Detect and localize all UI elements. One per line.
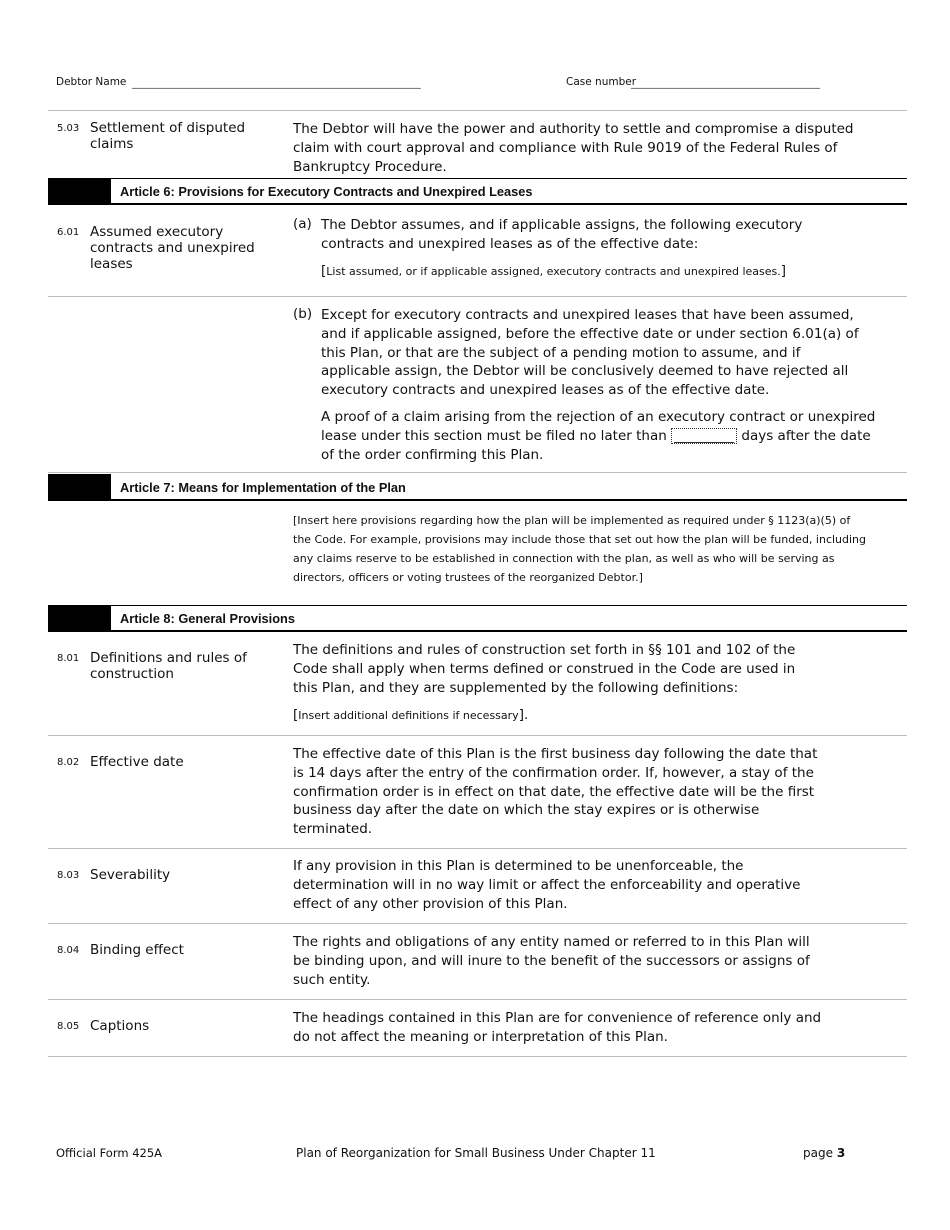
section-title: Assumed executory contracts and unexpired leases: [90, 224, 255, 272]
section-title: Definitions and rules of construction: [90, 650, 247, 682]
article-7-insert: [Insert here provisions regarding how the plan will be implemented as required under § 1123(a)(5) of the Code. For example, provisions may include those that set out how the plan will be funded, including any claims reserve to be established in connection with the plan, as well as who will be serving as directors, officers or voting trustees of the reorganized Debtor.]: [293, 514, 867, 584]
section-number: 8.01: [57, 653, 80, 664]
article-title: Article 8: General Provisions: [120, 611, 295, 626]
article-6-heading: [48, 178, 907, 204]
insert-instruction: Insert additional definitions if necessary: [298, 709, 519, 722]
article-title: Article 6: Provisions for Executory Contracts and Unexpired Leases: [120, 184, 533, 199]
footer-form-name: Official Form 425A: [56, 1146, 163, 1160]
section-title: Effective date: [90, 754, 184, 770]
article-underline: [48, 499, 907, 501]
section-title: Severability: [90, 867, 171, 883]
debtor-name-field[interactable]: _______________________________________________________: [132, 77, 421, 89]
article-rule: [111, 178, 907, 179]
section-title: Settlement of disputed claims: [90, 120, 246, 152]
subsection-marker: (a): [293, 216, 312, 232]
section-text: The headings contained in this Plan are for convenience of reference only and do not affect the meaning or interpretation of this Plan.: [293, 1010, 822, 1045]
section-title: Binding effect: [90, 942, 184, 958]
section-title: Captions: [90, 1018, 150, 1034]
section-number: 8.02: [57, 757, 80, 768]
case-number-label: Case number: [566, 76, 637, 88]
article-marker: [48, 474, 111, 500]
section-text: The definitions and rules of construction set forth in §§ 101 and 102 of the Code shall apply when terms defined or construed in the Code are used in this Plan, and they are supplemented by the following definitions:: [293, 642, 796, 696]
proof-text-1: A proof of a claim arising from the rejection of an executory contract or unexpired lease under this section must be filed no later than: [321, 409, 876, 444]
article-8-heading: [48, 605, 907, 631]
row-divider: [48, 735, 907, 736]
row-divider: [48, 296, 907, 297]
row-divider: [48, 923, 907, 924]
article-7-heading: [48, 474, 907, 500]
section-number: 8.03: [57, 870, 80, 881]
article-underline: [48, 630, 907, 632]
article-title: Article 7: Means for Implementation of the Plan: [120, 480, 406, 495]
subsection-marker: (b): [293, 306, 313, 322]
days-blank-field[interactable]: __________: [671, 428, 737, 444]
case-number-field[interactable]: ____________________________________: [631, 77, 820, 89]
section-text: The effective date of this Plan is the first business day following the date that is 14 days after the entry of the confirmation order. If, however, a stay of the confirmation order is in effect on that date, the effective date will be the first business day after the date on which the stay expires or is otherwise terminated.: [293, 746, 818, 838]
proof-of-claim-text: [321, 408, 881, 464]
section-text: The rights and obligations of any entity named or referred to in this Plan will be binding upon, and will inure to the benefit of the successors or assigns of such entity.: [293, 934, 810, 988]
header-divider: [48, 110, 907, 111]
page-number: [803, 1146, 845, 1160]
article-marker: [48, 605, 111, 631]
debtor-name-label: Debtor Name: [56, 76, 127, 88]
article-marker: [48, 178, 111, 204]
row-divider: [48, 472, 907, 473]
section-insert: [Insert additional definitions if necessary].: [293, 707, 529, 723]
section-number: 5.03: [57, 123, 80, 134]
section-text: If any provision in this Plan is determined to be unenforceable, the determination will in no way limit or affect the enforceability and operative effect of any other provision of this Plan.: [293, 858, 801, 912]
row-divider: [48, 999, 907, 1000]
article-underline: [48, 203, 907, 205]
row-divider: [48, 848, 907, 849]
row-divider: [48, 1056, 907, 1057]
article-rule: [111, 605, 907, 606]
page-number-value: 3: [836, 1146, 846, 1160]
section-text: The Debtor will have the power and authority to settle and compromise a disputed claim with court approval and compliance with Rule 9019 of the Federal Rules of Bankruptcy Procedure.: [293, 121, 854, 175]
section-number: 6.01: [57, 227, 80, 238]
proof-text-2: days after the date of the order confirming this Plan.: [321, 427, 871, 463]
insert-instruction: List assumed, or if applicable assigned, executory contracts and unexpired leases.: [326, 265, 781, 278]
section-number: 8.04: [57, 945, 80, 956]
subsection-text: Except for executory contracts and unexpired leases that have been assumed, and if applicable assigned, before the effective date or under section 6.01(a) of this Plan, or that are the subject of a pending motion to assume, and if applicable assign, the Debtor will be conclusively deemed to have rejected all executory contracts and unexpired leases as of the effective date.: [321, 307, 859, 399]
subsection-insert: [List assumed, or if applicable assigned, executory contracts and unexpired leases.]: [321, 263, 787, 279]
footer-title: Plan of Reorganization for Small Business Under Chapter 11: [296, 1146, 656, 1160]
subsection-text: The Debtor assumes, and if applicable assigns, the following executory contracts and unexpired leases as of the effective date:: [321, 217, 803, 252]
page-label: page: [803, 1146, 833, 1160]
section-number: 8.05: [57, 1021, 80, 1032]
